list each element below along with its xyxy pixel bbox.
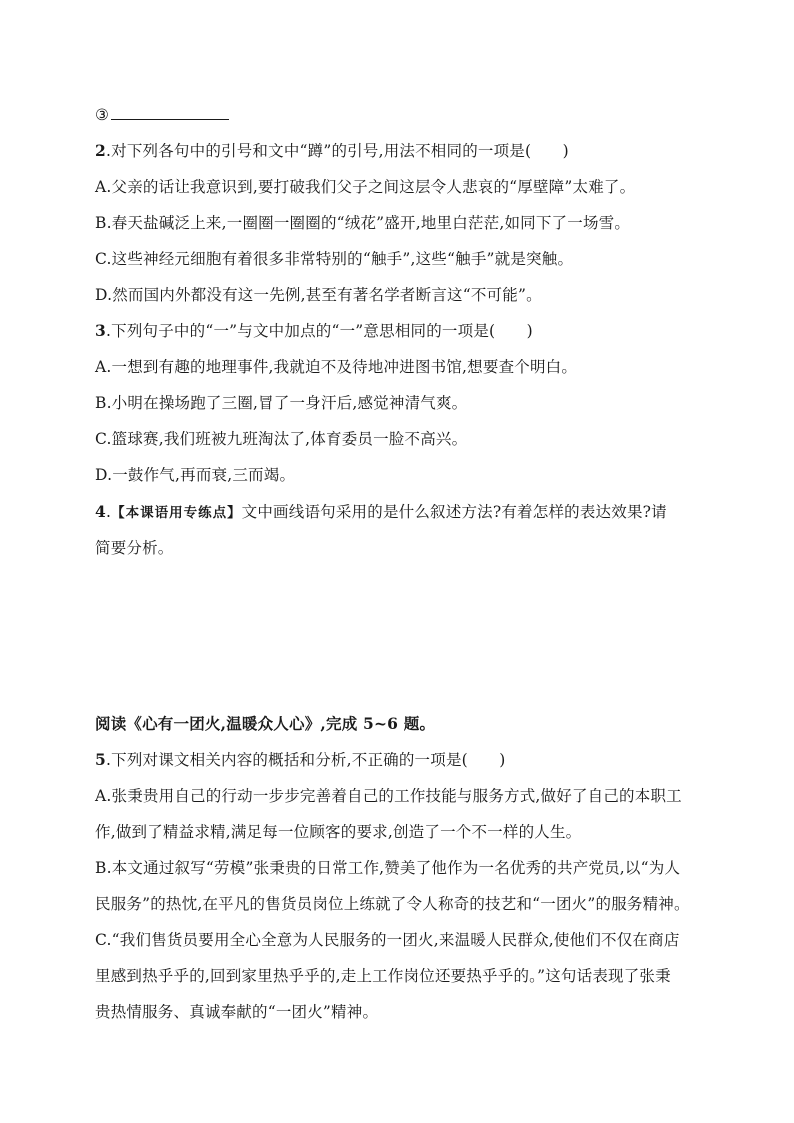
- question-text: .对下列各句中的引号和文中“蹲”的引号,用法不相同的一项是( ): [106, 142, 569, 160]
- question-4-stem-cont: 简要分析。: [95, 539, 174, 557]
- question-text: .下列对课文相关内容的概括和分析,不正确的一项是( ): [106, 751, 506, 769]
- question-text: 文中画线语句采用的是什么叙述方法?有着怎样的表达效果?请: [241, 503, 667, 521]
- circled-number-3: ③: [95, 106, 110, 124]
- question-5-option-c-cont-2: 贵热情服务、真诚奉献的“一团火”精神。: [95, 1003, 379, 1021]
- question-5-option-c-cont: 里感到热乎乎的,回到家里热乎乎的,走上工作岗位还要热乎乎的。”这句话表现了张秉: [95, 967, 671, 985]
- question-number: 2: [95, 141, 106, 160]
- question-3-option-d: D.一鼓作气,再而衰,三而竭。: [95, 466, 296, 484]
- practice-tag: 【本课语用专练点】: [111, 505, 242, 521]
- question-5-option-a-cont: 作,做到了精益求精,满足每一位顾客的要求,创造了一个不一样的人生。: [95, 823, 582, 841]
- question-number: 5: [95, 750, 106, 769]
- question-5-option-c: C.“我们售货员要用全心全意为人民服务的一团火,来温暖人民群众,使他们不仅在商店: [95, 931, 680, 949]
- question-2-stem: [95, 141, 569, 161]
- question-2-option-c: C.这些神经元细胞有着很多非常特别的“触手”,这些“触手”就是突触。: [95, 250, 574, 268]
- question-5-option-a: A.张秉贵用自己的行动一步步完善着自己的工作技能与服务方式,做好了自己的本职工: [95, 787, 682, 805]
- question-text: .下列句子中的“一”与文中加点的“一”意思相同的一项是( ): [106, 322, 533, 340]
- question-3-stem: [95, 321, 533, 341]
- answer-item-3: [95, 105, 229, 125]
- question-5-stem: [95, 750, 506, 770]
- question-number: 3: [95, 321, 106, 340]
- question-number: 4: [95, 502, 106, 521]
- question-5-option-b-cont: 民服务”的热忱,在平凡的售货员岗位上练就了令人称奇的技艺和“一团火”的服务精神。: [95, 895, 690, 913]
- question-3-option-a: A.一想到有趣的地理事件,我就迫不及待地冲进图书馆,想要查个明白。: [95, 358, 578, 376]
- question-5-option-b: B.本文通过叙写“劳模”张秉贵的日常工作,赞美了他作为一名优秀的共产党员,以“为人: [95, 859, 681, 877]
- question-2-option-b: B.春天盐碱泛上来,一圈圈一圈圈的“绒花”盛开,地里白茫茫,如同下了一场雪。: [95, 214, 631, 232]
- reading-instruction: 阅读《心有一团火,温暖众人心》,完成 5~6 题。: [95, 714, 436, 733]
- question-3-option-b: B.小明在操场跑了三圈,冒了一身汗后,感觉神清气爽。: [95, 394, 468, 412]
- answer-blank[interactable]: [111, 105, 229, 120]
- question-4-stem: 4.【本课语用专练点】文中画线语句采用的是什么叙述方法?有着怎样的表达效果?请: [95, 502, 667, 521]
- question-2-option-a: A.父亲的话让我意识到,要打破我们父子之间这层令人悲哀的“厚壁障”太难了。: [95, 178, 636, 196]
- question-2-option-d: D.然而国内外都没有这一先例,甚至有著名学者断言这“不可能”。: [95, 286, 542, 304]
- question-3-option-c: C.篮球赛,我们班被九班淘汰了,体育委员一脸不高兴。: [95, 430, 468, 448]
